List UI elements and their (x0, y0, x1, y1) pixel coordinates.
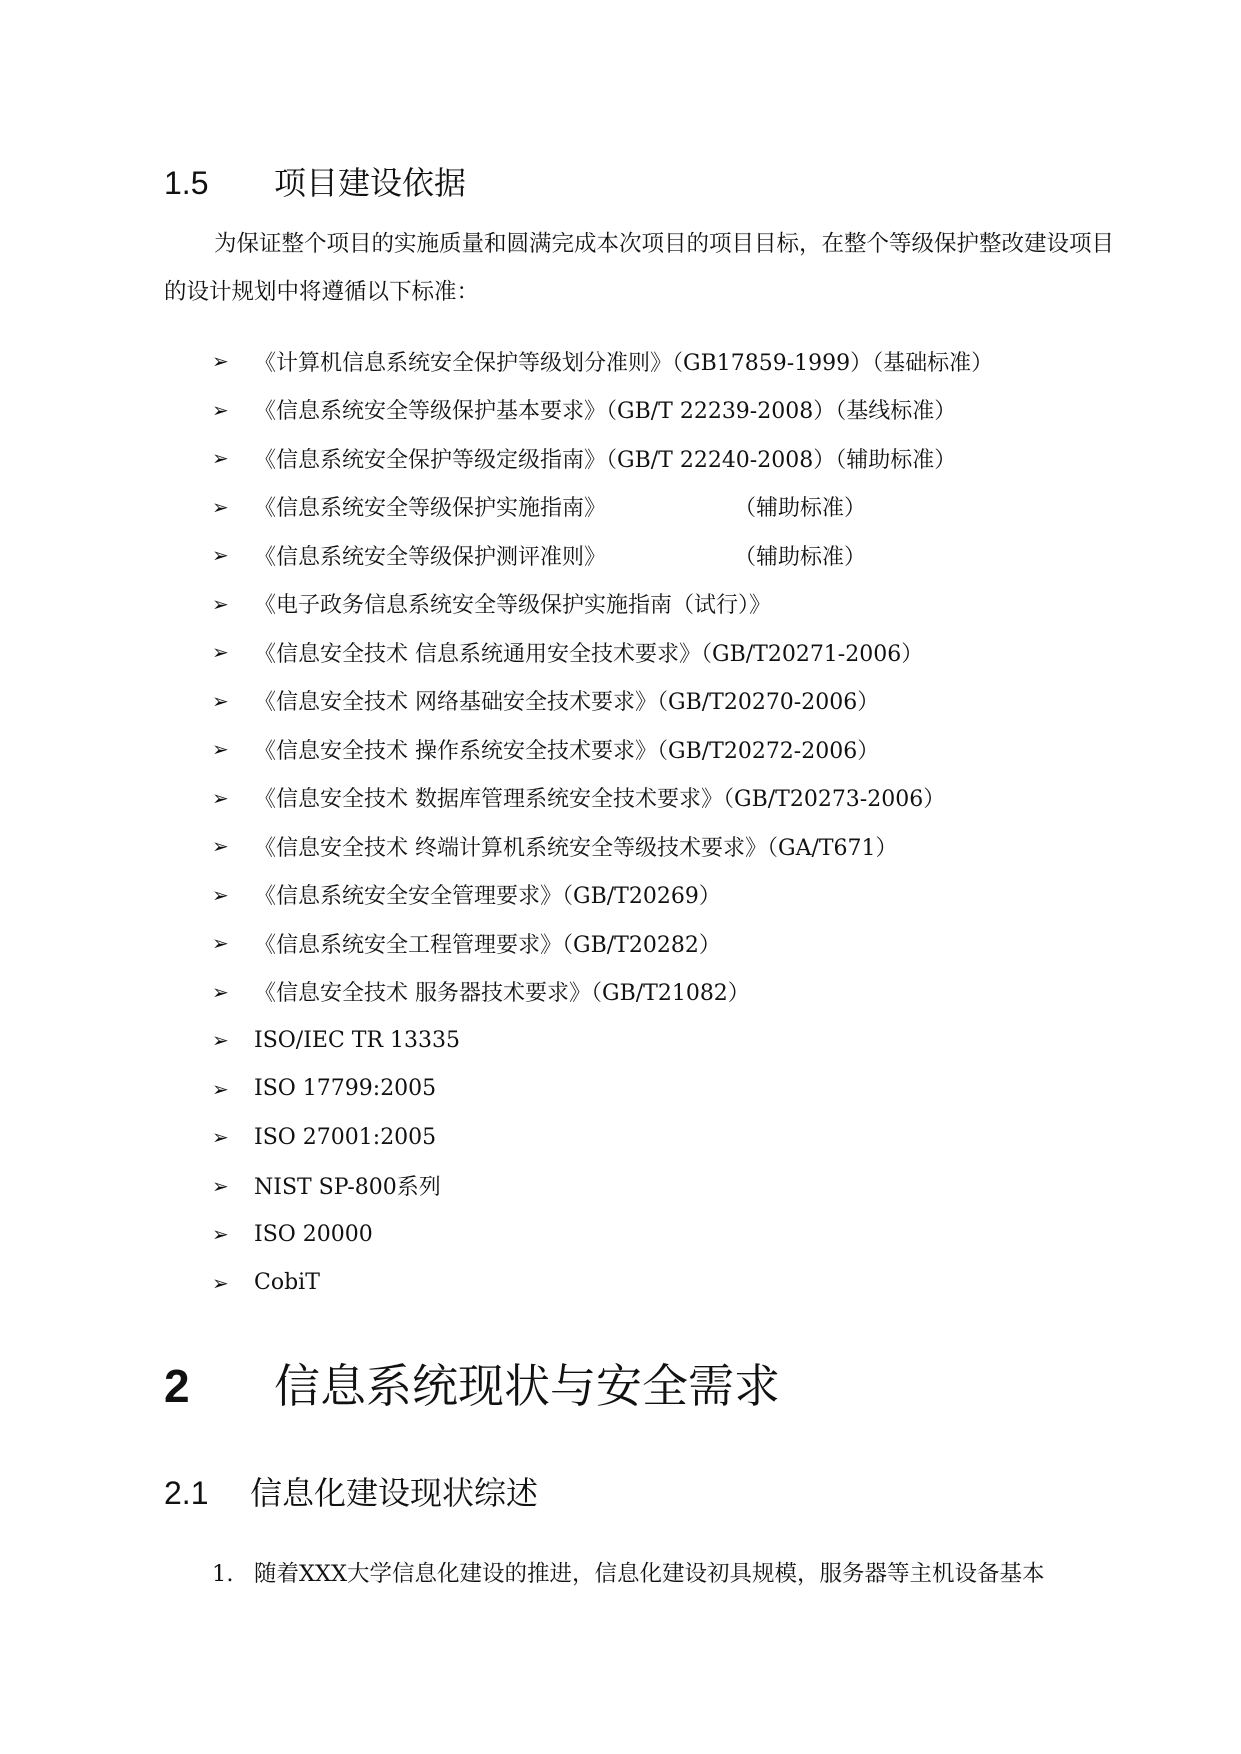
arrow-bullet-icon: ➢ (212, 688, 229, 713)
list-item-text: 《信息安全技术 操作系统安全技术要求》（GB/T20272-2006） (254, 738, 880, 764)
list-item (212, 871, 993, 920)
list-item-text: 《电子政务信息系统安全等级保护实施指南（试行）》 (254, 593, 772, 619)
item-text: 随着XXX大学信息化建设的推进，信息化建设初具规模，服务器等主机设备基本 (254, 1561, 1045, 1587)
arrow-bullet-icon: ➢ (212, 1028, 229, 1053)
arrow-bullet-icon: ➢ (212, 397, 229, 422)
arrow-bullet-icon: ➢ (212, 1173, 229, 1198)
list-item (212, 919, 993, 968)
list-item (212, 677, 993, 726)
arrow-bullet-icon: ➢ (212, 591, 229, 616)
arrow-bullet-icon: ➢ (212, 1076, 229, 1101)
section-number: 2.1 (164, 1475, 209, 1511)
list-item (212, 1065, 993, 1114)
arrow-bullet-icon: ➢ (212, 882, 229, 907)
list-item-text: 《信息安全技术 信息系统通用安全技术要求》（GB/T20271-2006） (254, 641, 924, 667)
arrow-bullet-icon: ➢ (212, 931, 229, 956)
list-item (212, 434, 993, 483)
list-item (212, 628, 993, 677)
standards-list (212, 337, 993, 1307)
arrow-bullet-icon: ➢ (212, 1125, 229, 1150)
list-item-text: ISO 27001:2005 (254, 1124, 437, 1150)
intro-text: 为保证整个项目的实施质量和圆满完成本次项目的项目目标，在整个等级保护整改建设项目的设计规划中将遵循以下标准： (164, 231, 1115, 305)
arrow-bullet-icon: ➢ (212, 349, 229, 374)
list-item (212, 725, 993, 774)
list-item (212, 968, 993, 1017)
list-item-text: ISO 17799:2005 (254, 1076, 437, 1102)
arrow-bullet-icon: ➢ (212, 1222, 229, 1247)
list-item-text: 《信息安全技术 网络基础安全技术要求》（GB/T20270-2006） (254, 690, 880, 716)
section-heading-1-5 (164, 158, 466, 204)
list-item-text: 《信息系统安全等级保护测评准则》 (254, 544, 607, 570)
list-item (212, 774, 993, 823)
item-number: 1. (212, 1561, 234, 1587)
list-item-category: （辅助标准） (734, 544, 867, 570)
chapter-number: 2 (164, 1360, 190, 1412)
list-item (212, 1259, 993, 1308)
arrow-bullet-icon: ➢ (212, 640, 229, 665)
section-heading-2-1 (164, 1468, 538, 1514)
list-item (212, 1162, 993, 1211)
list-item-text: NIST SP-800系列 (254, 1175, 441, 1201)
arrow-bullet-icon: ➢ (212, 979, 229, 1004)
list-item (212, 580, 993, 629)
list-item-text: 《计算机信息系统安全保护等级划分准则》（GB17859-1999）（基础标准） (254, 350, 994, 376)
list-item-text: 《信息安全技术 服务器技术要求》（GB/T21082） (254, 981, 750, 1007)
list-item-category: （辅助标准） (734, 496, 867, 522)
list-item-text: 《信息系统安全安全管理要求》（GB/T20269） (254, 884, 721, 910)
list-item (212, 483, 993, 532)
arrow-bullet-icon: ➢ (212, 834, 229, 859)
arrow-bullet-icon: ➢ (212, 785, 229, 810)
list-item-text: CobiT (254, 1270, 320, 1296)
list-item-text: ISO 20000 (254, 1221, 373, 1247)
chapter-heading-2 (164, 1350, 780, 1416)
list-item (212, 1016, 993, 1065)
section-title: 项目建设依据 (274, 165, 467, 201)
arrow-bullet-icon: ➢ (212, 494, 229, 519)
list-item-text: 《信息安全技术 终端计算机系统安全等级技术要求》（GA/T671） (254, 835, 898, 861)
section-title: 信息化建设现状综述 (250, 1475, 539, 1511)
arrow-bullet-icon: ➢ (212, 446, 229, 471)
list-item (212, 386, 993, 435)
arrow-bullet-icon: ➢ (212, 737, 229, 762)
list-item-text: 《信息系统安全保护等级定级指南》（GB/T 22240-2008）（辅助标准） (254, 447, 957, 473)
list-item (212, 337, 993, 386)
chapter-title: 信息系统现状与安全需求 (274, 1360, 780, 1412)
list-item (212, 1210, 993, 1259)
list-item-text: ISO/IEC TR 13335 (254, 1027, 461, 1053)
list-item-text: 《信息系统安全等级保护基本要求》（GB/T 22239-2008）（基线标准） (254, 399, 957, 425)
list-item-text: 《信息安全技术 数据库管理系统安全技术要求》（GB/T20273-2006） (254, 787, 946, 813)
list-item (212, 822, 993, 871)
numbered-item-1 (212, 1556, 1045, 1588)
intro-paragraph (164, 220, 1136, 316)
arrow-bullet-icon: ➢ (212, 1270, 229, 1295)
list-item-text: 《信息系统安全等级保护实施指南》 (254, 496, 607, 522)
arrow-bullet-icon: ➢ (212, 543, 229, 568)
list-item (212, 531, 993, 580)
list-item-text: 《信息系统安全工程管理要求》（GB/T20282） (254, 932, 721, 958)
list-item (212, 1113, 993, 1162)
section-number: 1.5 (164, 165, 209, 201)
